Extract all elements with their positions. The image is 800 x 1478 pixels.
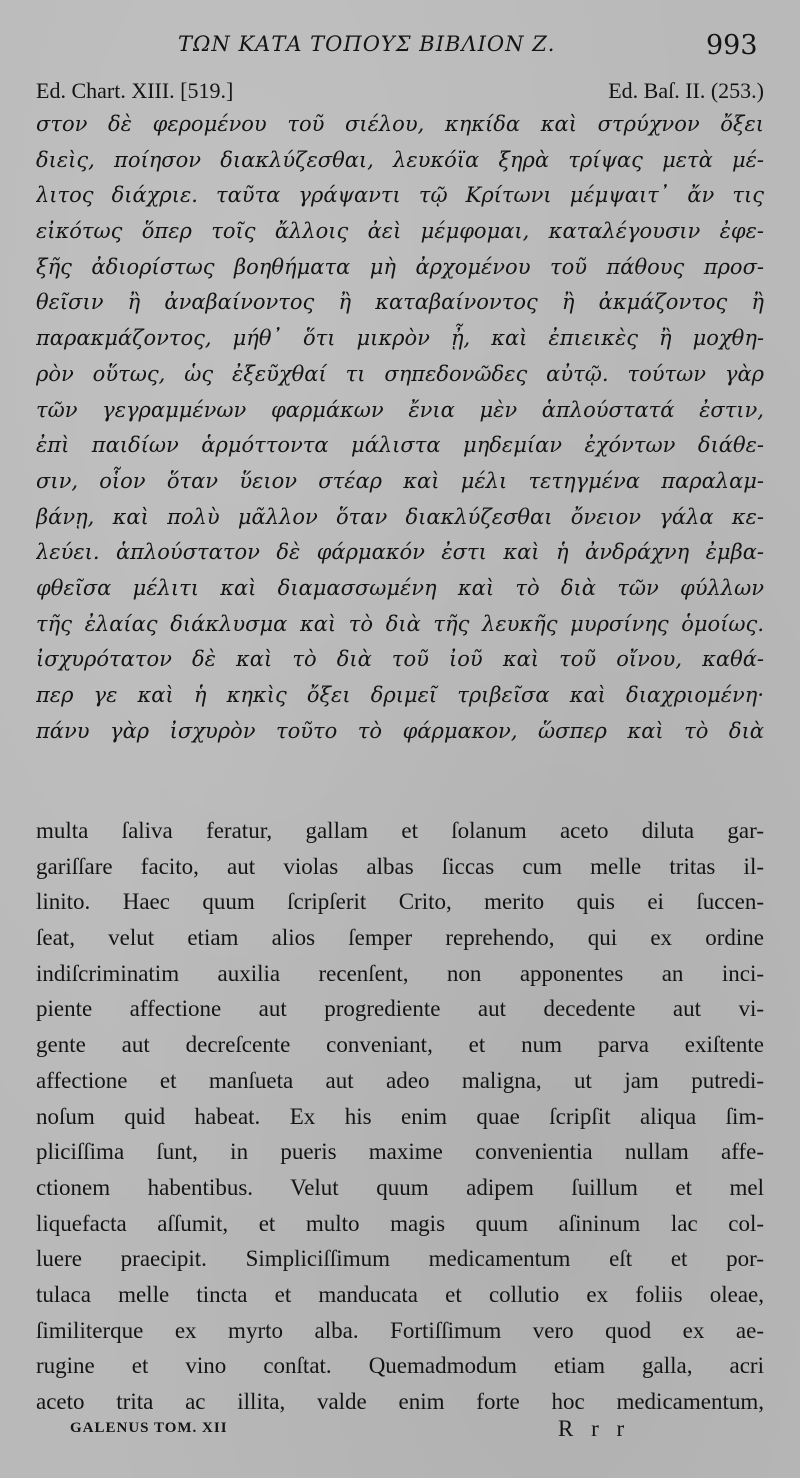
running-head	[0, 30, 800, 64]
greek-text-line: λιτος διάχριε. ταῦτα γράψαντι τῷ Κρίτωνι μέμψαιτ᾽ ἄν τις	[36, 183, 764, 208]
greek-text-line: ξῆς ἀδιορίστως βοηθήματα μὴ ἀρχομένου τοῦ πάθους προσ-	[36, 254, 764, 279]
latin-text-line: indiſcriminatim auxilia recenſent, non apponentes an inci-	[36, 960, 764, 986]
greek-text-line: πάνυ γὰρ ἰσχυρὸν τοῦτο τὸ φάρμακον, ὥσπερ καὶ τὸ διὰ	[36, 718, 764, 743]
latin-text-line: ſeat, velut etiam alios ſemper reprehendo, qui ex ordine	[36, 925, 764, 951]
latin-text-line: luere praecipit. Simpliciſſimum medicamentum eſt et por-	[36, 1246, 764, 1272]
edition-line	[36, 78, 764, 106]
latin-text-line: aceto trita ac illita, valde enim forte hoc medicamentum,	[36, 1389, 764, 1414]
latin-text-line: linito. Haec quum ſcripſerit Crito, merito quis ei ſuccen-	[36, 889, 764, 915]
edition-chart: Ed. Chart. XIII. [519.]	[36, 78, 234, 103]
latin-text-line: noſum quid habeat. Ex his enim quae ſcripſit aliqua ſim-	[36, 1103, 764, 1129]
greek-text-line: περ γε καὶ ἡ κηκὶς ὄξει δριμεῖ τριβεῖσα καὶ διαχριομένη·	[36, 683, 764, 707]
greek-text-line: ρὸν οὕτως, ὡς ἐξεῦχθαί τι σηπεδονῶδες αὐτῷ. τούτων γὰρ	[36, 361, 764, 386]
latin-text-line: liquefacta aſſumit, et multo magis quum aſininum lac col-	[36, 1210, 764, 1236]
greek-text-block	[36, 107, 764, 749]
greek-text-line: φθεῖσα μέλιτι καὶ διαμασσωμένη καὶ τὸ διὰ τῶν φύλλων	[36, 575, 764, 600]
greek-text-line: σιν, οἷον ὅταν ὕειον στέαρ καὶ μέλι τετηγμένα παραλαμ-	[36, 468, 764, 493]
latin-text-line: piente affectione aut progrediente aut decedente aut vi-	[36, 996, 764, 1022]
latin-text-line: ſimiliterque ex myrto alba. Fortiſſimum vero quod ex ae-	[36, 1317, 764, 1343]
greek-text-line: παρακμάζοντος, μήθ᾽ ὅτι μικρὸν ᾖ, καὶ ἐπιεικὲς ἢ μοχθη-	[36, 326, 764, 351]
latin-text-block	[36, 813, 764, 1420]
latin-text-line: rugine et vino conſtat. Quemadmodum etiam galla, acri	[36, 1353, 764, 1379]
greek-text-line: εἰκότως ὅπερ τοῖς ἄλλοις ἀεὶ μέμφομαι, καταλέγουσιν ἐφε-	[36, 219, 764, 244]
greek-text-line: λεύει. ἁπλούστατον δὲ φάρμακόν ἐστι καὶ ἡ ἀνδράχνη ἐμβα-	[36, 540, 764, 565]
edition-basel: Ed. Baſ. II. (253.)	[608, 78, 764, 103]
running-title: ΤΩΝ ΚΑΤΑ ΤΟΠΟΥΣ ΒΙΒΛΙΟΝ Ζ.	[178, 32, 556, 56]
latin-text-line: tulaca melle tincta et manducata et collutio ex foliis oleae,	[36, 1281, 764, 1307]
page-footer	[70, 1418, 670, 1448]
latin-text-line: affectione et manſueta aut adeo maligna, ut jam putredi-	[36, 1067, 764, 1093]
latin-text-line: ctionem habentibus. Velut quum adipem ſuillum et mel	[36, 1174, 764, 1200]
greek-text-line: τῶν γεγραμμένων φαρμάκων ἔνια μὲν ἁπλούστατά ἐστιν,	[36, 397, 764, 422]
greek-text-line: θεῖσιν ἢ ἀναβαίνοντος ἢ καταβαίνοντος ἢ ἀκμάζοντος ἢ	[36, 290, 764, 315]
page-number: 993	[706, 30, 758, 61]
greek-text-line: τῆς ἐλαίας διάκλυσμα καὶ τὸ διὰ τῆς λευκῆς μυρσίνης ὁμοίως.	[36, 611, 764, 636]
latin-text-line: gente aut decreſcente conveniant, et num parva exiſtente	[36, 1032, 764, 1058]
greek-text-line: βάνῃ, καὶ πολὺ μᾶλλον ὅταν διακλύζεσθαι ὄνειον γάλα κε-	[36, 504, 764, 529]
signature-mark: R r r	[558, 1416, 631, 1441]
latin-text-line: gariſſare facito, aut violas albas ſiccas cum melle tritas il-	[36, 853, 764, 879]
footer-volume: GALENUS TOM. XII	[70, 1420, 228, 1436]
greek-text-line: ἰσχυρότατον δὲ καὶ τὸ διὰ τοῦ ἰοῦ καὶ τοῦ οἴνου, καθά-	[36, 647, 764, 672]
greek-text-line: στον δὲ φερομένου τοῦ σιέλου, κηκίδα καὶ στρύχνον ὄξει	[36, 112, 764, 136]
greek-text-line: ἐπὶ παιδίων ἁρμόττοντα μάλιστα μηδεμίαν ἐχόντων διάθε-	[36, 433, 764, 458]
latin-text-line: pliciſſima ſunt, in pueris maxime convenientia nullam affe-	[36, 1139, 764, 1165]
latin-text-line: multa ſaliva feratur, gallam et ſolanum aceto diluta gar-	[36, 818, 764, 843]
greek-text-line: διεὶς, ποίησον διακλύζεσθαι, λευκόϊα ξηρὰ τρίψας μετὰ μέ-	[36, 147, 764, 172]
